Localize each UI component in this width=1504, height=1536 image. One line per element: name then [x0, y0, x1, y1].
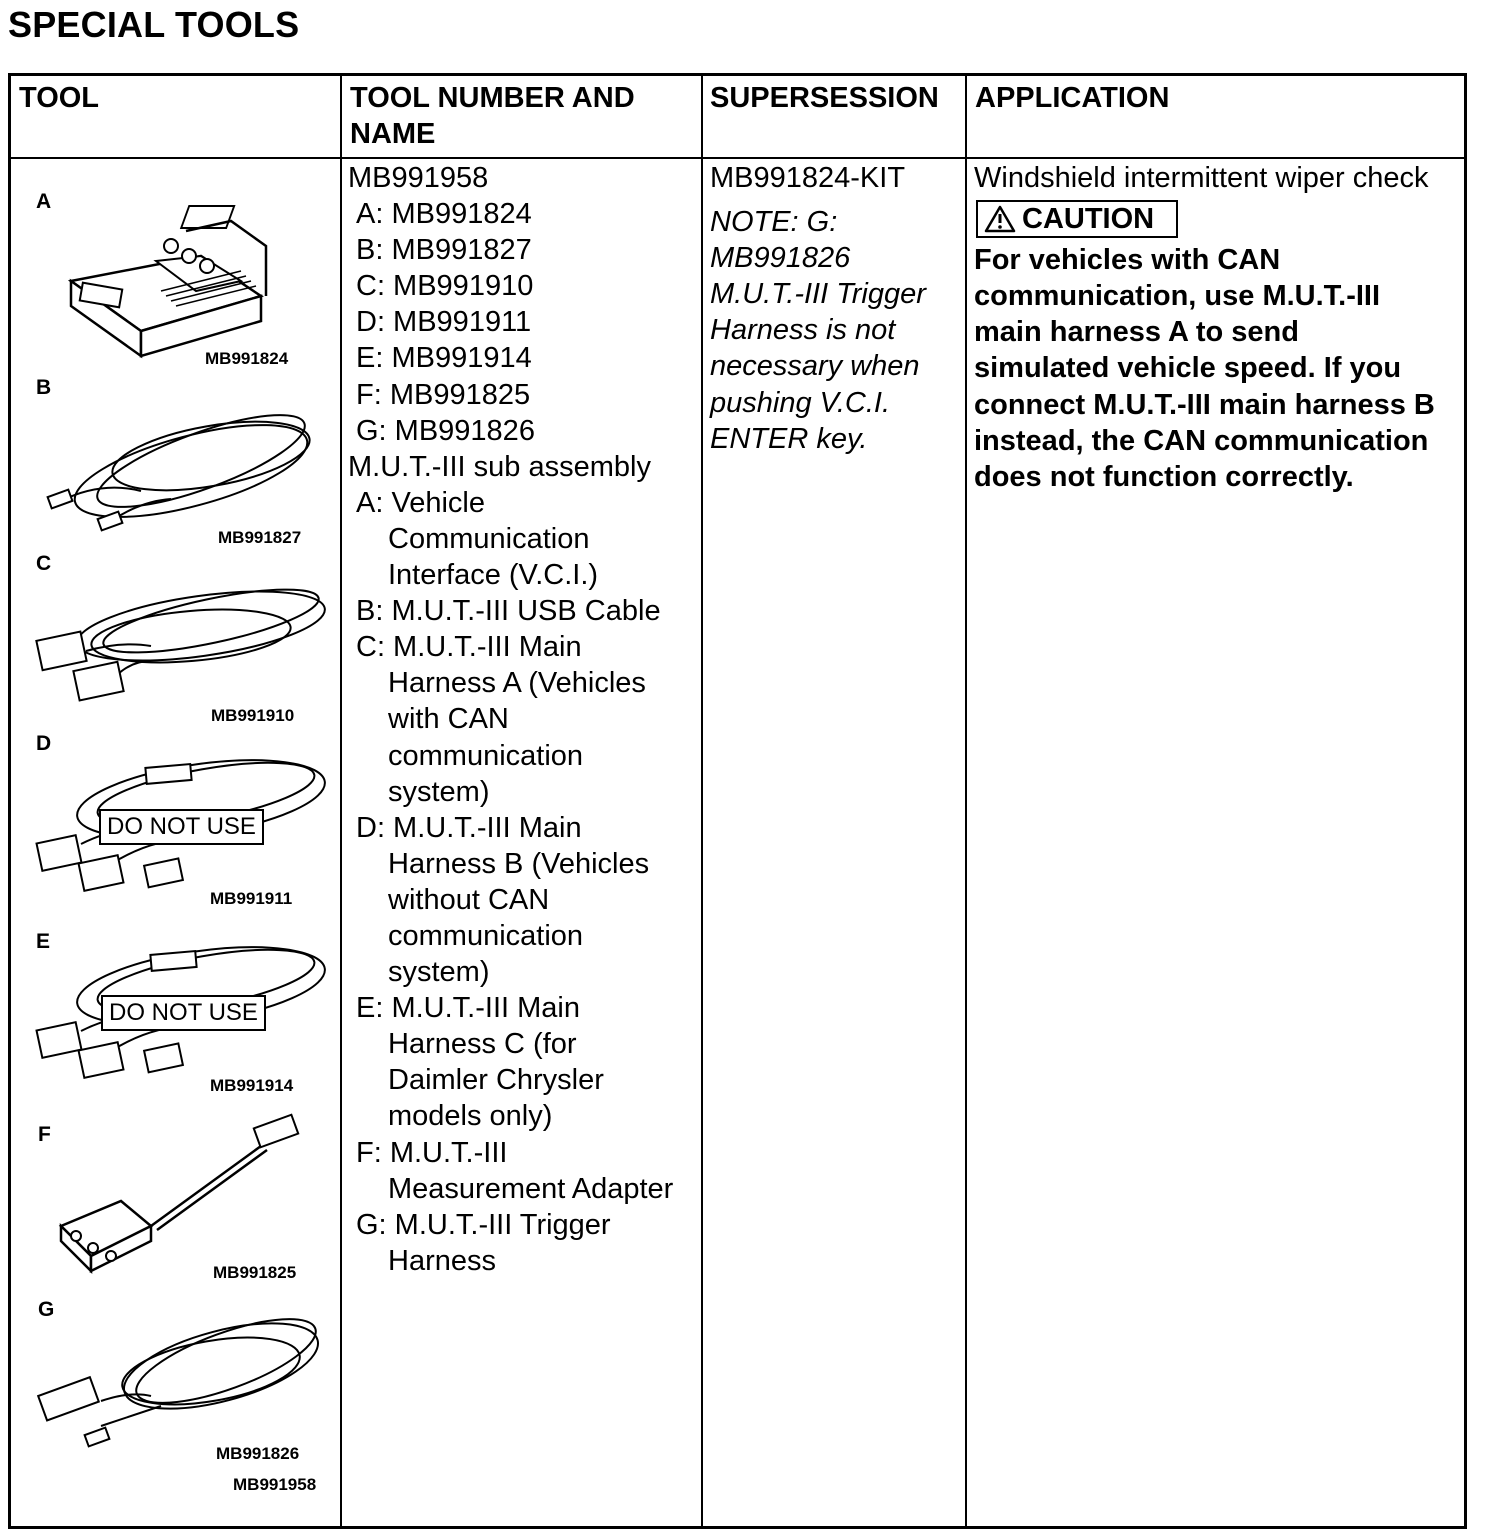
column-divider [701, 76, 703, 1526]
tool-code-g: MB991826 [216, 1444, 300, 1463]
measurement-adapter-image [51, 1116, 311, 1276]
application-text: Windshield intermittent wiper check [974, 162, 1429, 194]
tool-letter-g: G [38, 1298, 55, 1321]
caution-line: connect M.U.T.-III main harness B [974, 388, 1435, 421]
caution-line: simulated vehicle speed. If you [974, 352, 1402, 385]
tool-code-c: MB991910 [211, 706, 295, 725]
column-divider [340, 76, 342, 1526]
caution-line: does not function correctly. [974, 460, 1354, 493]
do-not-use-label-d: DO NOT USE [99, 809, 264, 845]
do-not-use-label-e: DO NOT USE [101, 995, 266, 1031]
main-harness-a-image [31, 566, 331, 716]
tool-number-line: system) [388, 775, 490, 808]
header-application: APPLICATION [975, 82, 1170, 114]
tool-letter-c: C [36, 552, 52, 575]
tool-code-d: MB991911 [210, 889, 293, 908]
tool-number-line: C: M.U.T.-III Main [356, 631, 582, 664]
tool-number-line: B: MB991827 [356, 234, 532, 267]
tool-letter-b: B [36, 376, 52, 399]
tool-number-line: with CAN [388, 703, 509, 736]
header-supersession: SUPERSESSION [710, 82, 939, 114]
note-line: MB991826 [710, 242, 851, 275]
tool-code-b: MB991827 [218, 528, 302, 547]
note-line: NOTE: G: [710, 206, 838, 239]
tool-number-line: Interface (V.C.I.) [388, 559, 599, 592]
note-line: necessary when [710, 350, 920, 383]
tool-letter-e: E [36, 930, 51, 953]
warning-triangle-icon [984, 205, 1016, 233]
caution-line: instead, the CAN communication [974, 424, 1429, 457]
usb-cable-image [41, 381, 321, 531]
caution-box [976, 200, 1178, 238]
tool-number-line: communication [388, 739, 584, 772]
caution-line: For vehicles with CAN [974, 244, 1281, 277]
tool-number-line: models only) [388, 1100, 553, 1133]
caution-line: communication, use M.U.T.-III [974, 280, 1381, 313]
special-tools-table [8, 73, 1467, 1529]
tool-number-line: D: MB991911 [356, 306, 532, 339]
note-line: Harness is not [710, 314, 896, 347]
tool-number-line: Communication [388, 522, 590, 555]
supersession-cell [710, 160, 960, 457]
tool-number-and-name-cell [348, 160, 698, 1279]
tool-number-line: A: MB991824 [356, 198, 532, 231]
column-divider [965, 76, 967, 1526]
caution-line: main harness A to send [974, 316, 1299, 349]
tool-number-line: G: MB991826 [356, 414, 535, 447]
header-tool: TOOL [19, 82, 100, 114]
tool-number-line: without CAN [388, 883, 550, 916]
note-line: pushing V.C.I. [710, 386, 891, 419]
caution-label: CAUTION [1022, 203, 1155, 236]
page-title: SPECIAL TOOLS [8, 4, 300, 45]
tool-letter-a: A [36, 190, 52, 213]
kit-code: MB991958 [233, 1475, 317, 1494]
tool-number-line: A: Vehicle [356, 486, 485, 519]
tool-number-line: Harness A (Vehicles [388, 667, 646, 700]
tool-letter-f: F [38, 1123, 51, 1146]
supersession-note [710, 204, 960, 457]
tool-number-line: Harness C (for [388, 1028, 577, 1061]
tool-number-line: F: M.U.T.-III [356, 1136, 508, 1169]
tool-number-line: Harness [388, 1244, 496, 1277]
vci-device-image [61, 201, 281, 361]
tool-number-line: E: MB991914 [356, 342, 532, 375]
trigger-harness-image [31, 1306, 331, 1456]
note-line: ENTER key. [710, 422, 868, 455]
tool-number-line: system) [388, 956, 490, 989]
tool-code-e: MB991914 [210, 1076, 294, 1095]
tool-number-line: F: MB991825 [356, 378, 531, 411]
tool-code-f: MB991825 [213, 1263, 297, 1282]
tool-letter-d: D [36, 732, 52, 755]
note-line: M.U.T.-III Trigger [710, 278, 926, 311]
tool-number-line: communication [388, 919, 584, 952]
application-cell [974, 160, 1464, 495]
tool-number-line: Harness B (Vehicles [388, 847, 650, 880]
tool-number-line: Measurement Adapter [388, 1172, 674, 1205]
tool-number-line: B: M.U.T.-III USB Cable [356, 595, 661, 628]
tool-code-a: MB991824 [205, 349, 289, 368]
header-divider [11, 157, 1464, 159]
tool-number-line: D: M.U.T.-III Main [356, 811, 582, 844]
caution-text [974, 242, 1464, 495]
tool-number-line: E: M.U.T.-III Main [356, 992, 580, 1025]
tool-number-line: G: M.U.T.-III Trigger [356, 1208, 611, 1241]
tool-number-line: MB991958 [348, 162, 489, 194]
tool-number-line: C: MB991910 [356, 270, 534, 303]
tool-number-line: Daimler Chrysler [388, 1064, 604, 1097]
tool-number-line: M.U.T.-III sub assembly [348, 450, 651, 483]
supersession-code: MB991824-KIT [710, 162, 906, 194]
header-tool-number-and-name: TOOL NUMBER AND NAME [350, 82, 635, 150]
